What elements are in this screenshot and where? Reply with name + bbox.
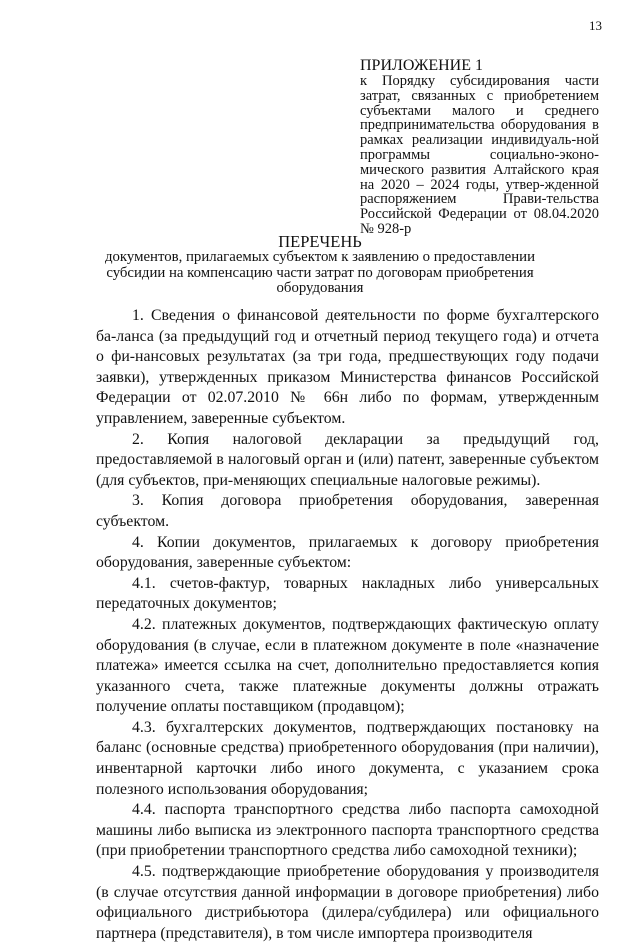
heading-subtitle: документов, прилагаемых субъектом к заявлению о предоставлении субсидии на компенсацию части затрат по договорам приобретения оборудования: [104, 249, 535, 297]
paragraph-4: 4. Копии документов, прилагаемых к договору приобретения оборудования, заверенные субъектом:: [96, 533, 599, 572]
appendix-block: [360, 58, 599, 237]
paragraph-2: 2. Копия налоговой декларации за предыдущий год, предоставляемой в налоговый орган и (или) патент, заверенные субъектом (для субъектов, при-меняющих специальные налоговые режимы).: [96, 430, 599, 489]
paragraph-4-5: 4.5. подтверждающие приобретение оборудования у производителя (в случае отсутствия данной информации в договоре приобретения) либо официального дистрибьютора (дилера/субдилера) или официального партнера (представителя), в том числе импортера производителя: [96, 863, 599, 942]
appendix-body: к Порядку субсидирования части затрат, связанных с приобретением субъектами малого и среднего предпринимательства оборудования в рамках реализации индивидуаль-ной программы социально-эконо-мического развития Алтайского края на 2020 – 2024 годы, утвер-жденной распоряжением Прави-тельства Российской Федерации от 08.04.2020 № 928-р: [360, 73, 599, 237]
paragraph-3: 3. Копия договора приобретения оборудования, заверенная субъектом.: [96, 492, 599, 530]
appendix-title: ПРИЛОЖЕНИЕ 1: [360, 57, 484, 74]
paragraph-4-2: 4.2. платежных документов, подтверждающих фактическую оплату оборудования (в случае, если в платежном документе в поле «назначение платежа» имеется ссылка на счет, дополнительно предоставляется копия указанного счета, также платежные документы должны отражать получение оплаты поставщиком (продавцом);: [96, 615, 599, 716]
document-heading: [100, 233, 540, 297]
paragraph-1: 1. Сведения о финансовой деятельности по форме бухгалтерского ба-ланса (за предыдущий год и отчетный период текущего года) и отчета о фи-нансовых результатах (за три года, предшествующих году подачи заявки), утвержденных приказом Министерства финансов Российской Федерации от 02.07.2010 № 66н либо по формам, утвержденным управлением, заверенные субъектом.: [96, 307, 599, 427]
paragraph-4-3: 4.3. бухгалтерских документов, подтверждающих постановку на баланс (основные средства) приобретенного оборудования (при наличии), инвентарной карточки либо иного документа, с указанием срока полезного использования оборудования;: [96, 718, 599, 798]
page-number: 13: [589, 18, 602, 33]
paragraph-4-4: 4.4. паспорта транспортного средства либо паспорта самоходной машины либо выписка из электронного паспорта транспортного средства (при приобретении транспортного средства либо самоходной техники);: [96, 801, 599, 860]
heading-title: ПЕРЕЧЕНЬ: [278, 232, 362, 251]
paragraph-4-1: 4.1. счетов-фактур, товарных накладных либо универсальных передаточных документов;: [96, 574, 599, 613]
document-content: [96, 306, 599, 944]
